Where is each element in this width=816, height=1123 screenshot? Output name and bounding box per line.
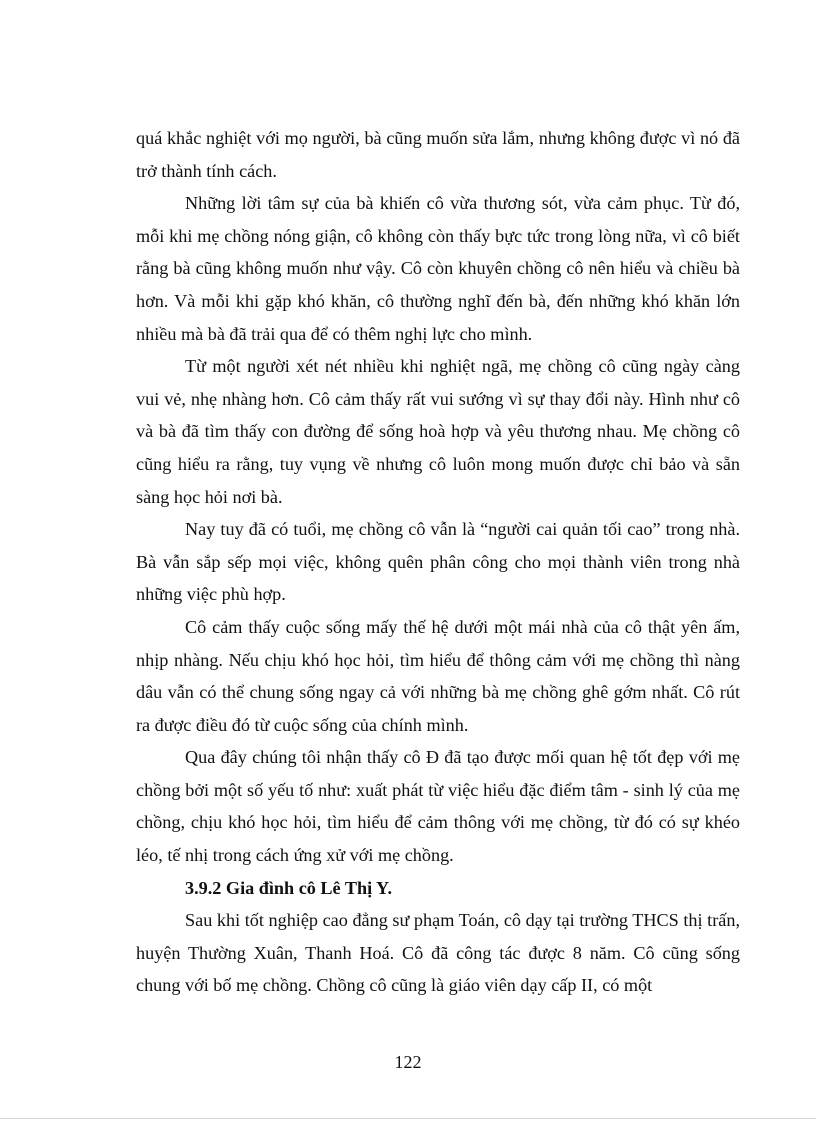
paragraph-continued: quá khắc nghiệt với mọ người, bà cũng muốn sửa lắm, nhưng không được vì nó đã trở thành tính cách. xyxy=(136,128,740,181)
paragraph: Nay tuy đã có tuổi, mẹ chồng cô vẫn là “người cai quản tối cao” trong nhà. Bà vẫn sắp sếp mọi việc, không quên phân công cho mọi thành viên trong nhà những việc phù hợp. xyxy=(136,519,740,605)
body-text xyxy=(136,122,740,1002)
paragraph: Sau khi tốt nghiệp cao đẳng sư phạm Toán, cô dạy tại trường THCS thị trấn, huyện Thường Xuân, Thanh Hoá. Cô đã công tác được 8 năm. Cô cũng sống chung với bố mẹ chồng. Chồng cô cũng là giáo viên dạy cấp II, có một xyxy=(136,910,740,996)
paragraph: Cô cảm thấy cuộc sống mấy thế hệ dưới một mái nhà của cô thật yên ấm, nhịp nhàng. Nếu chịu khó học hỏi, tìm hiểu để thông cảm với mẹ chồng thì nàng dâu vẫn có thể chung sống ngay cả với những bà mẹ chồng ghê gớm nhất. Cô rút ra được điều đó từ cuộc sống của chính mình. xyxy=(136,616,740,735)
section-heading: 3.9.2 Gia đình cô Lê Thị Y. xyxy=(185,877,393,898)
paragraph: Qua đây chúng tôi nhận thấy cô Đ đã tạo được mối quan hệ tốt đẹp với mẹ chồng bởi một số yếu tố như: xuất phát từ việc hiểu đặc điểm tâm - sinh lý của mẹ chồng, chịu khó học hỏi, tìm hiểu để cảm thông với mẹ chồng, từ đó có sự khéo léo, tế nhị trong cách ứng xử với mẹ chồng. xyxy=(136,747,740,866)
page-number: 122 xyxy=(394,1052,422,1072)
paragraph: Từ một người xét nét nhiều khi nghiệt ngã, mẹ chồng cô cũng ngày càng vui vẻ, nhẹ nhàng hơn. Cô cảm thấy rất vui sướng vì sự thay đổi này. Hình như cô và bà đã tìm thấy con đường để sống hoà hợp và yêu thương nhau. Mẹ chồng cô cũng hiểu ra rằng, tuy vụng về nhưng cô luôn mong muốn được chỉ bảo và sẵn sàng học hỏi nơi bà. xyxy=(136,356,740,507)
page-divider xyxy=(0,1118,816,1119)
paragraph: Những lời tâm sự của bà khiến cô vừa thương sót, vừa cảm phục. Từ đó, mỗi khi mẹ chồng nóng giận, cô không còn thấy bực tức trong lòng nữa, vì cô biết rằng bà cũng không muốn như vậy. Cô còn khuyên chồng cô nên hiểu và chiều bà hơn. Và mỗi khi gặp khó khăn, cô thường nghĩ đến bà, đến những khó khăn lớn nhiều mà bà đã trải qua để có thêm nghị lực cho mình. xyxy=(136,193,740,344)
